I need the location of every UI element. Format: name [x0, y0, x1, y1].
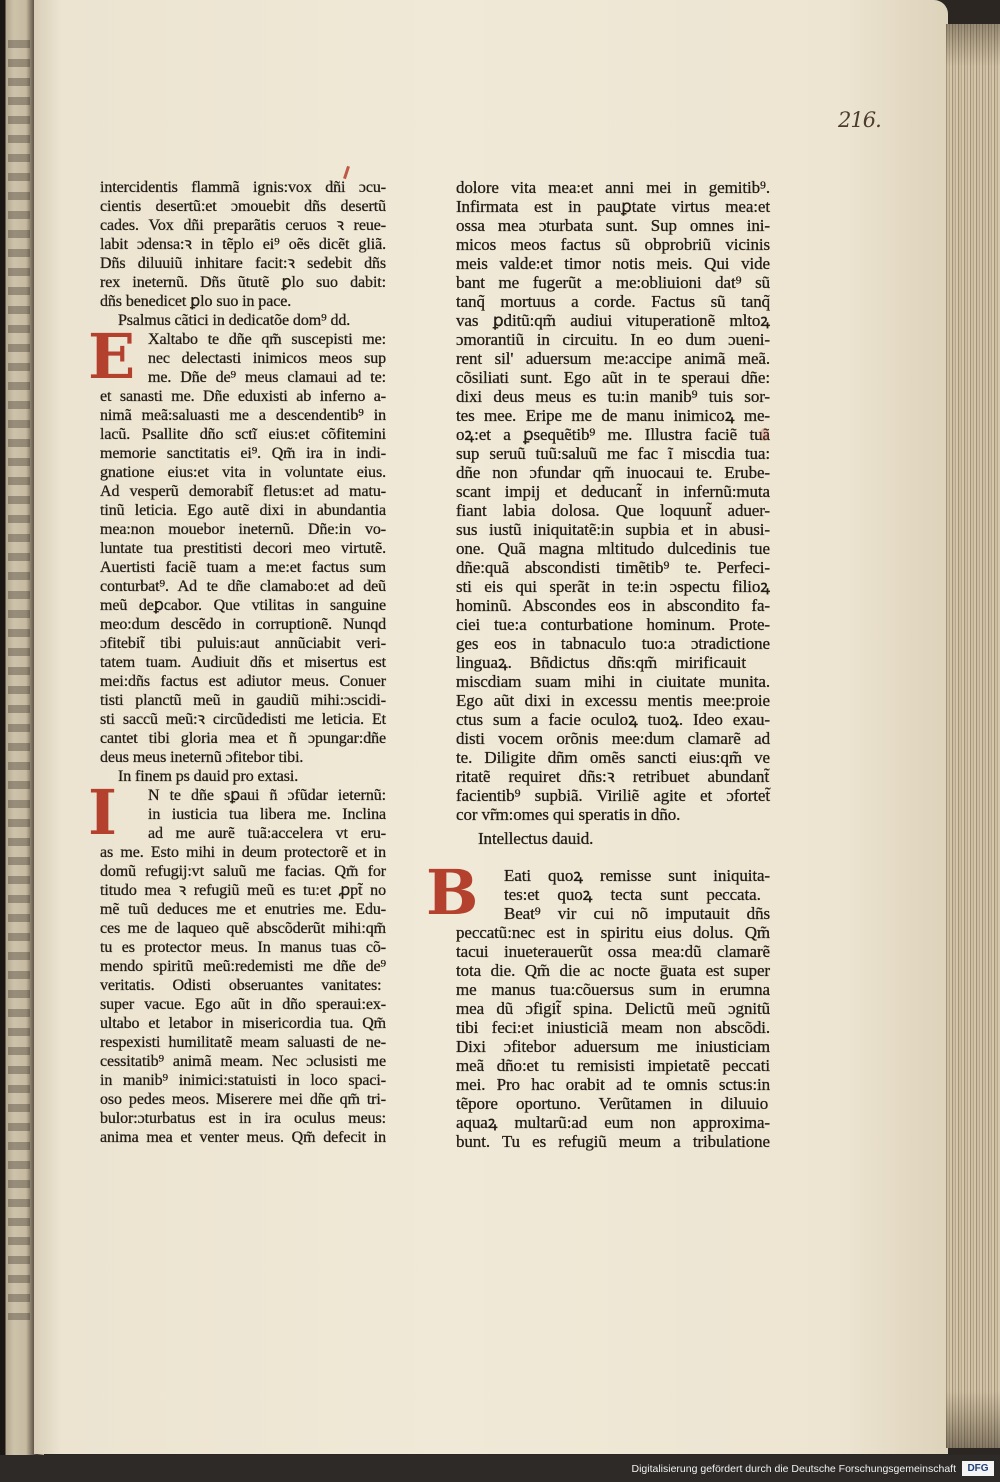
text-line — [100, 824, 386, 843]
text-line — [100, 957, 386, 976]
text-line — [456, 885, 770, 904]
text-line — [100, 406, 386, 425]
psalm-heading-text: In finem ps dauid pro extasi. — [118, 768, 299, 785]
text-line-content: veritatis. Odisti obseruantes vanitates: — [100, 977, 382, 994]
psalm-heading — [456, 829, 770, 848]
text-line-content: hominũ. Abscondes eos in abscondito fa- — [456, 596, 770, 615]
text-line-content: cades. Vox dñi preparãtis ceruos ꝛ reue- — [100, 217, 386, 234]
text-line-content: ciei tue:a conturbatione hominum. Prote- — [456, 615, 770, 634]
text-line — [100, 235, 386, 254]
text-line-content: conturbat⁹. Ad te dñe clamabo:et ad deũ — [100, 578, 386, 595]
text-line-content: aquaꝝ multarũ:ad eum non approxima- — [456, 1113, 770, 1132]
text-line — [100, 520, 386, 539]
text-line-content: tes mee. Eripe me de manu inimicoꝝ me- — [456, 406, 770, 425]
text-line-content: tes:et quoꝝ tecta sunt peccata. — [504, 885, 761, 904]
text-line-content: oꝝ:et a ꝑsequẽtib⁹ me. Illustra faciẽ tuã — [456, 425, 770, 444]
text-line-content: sup seruũ tuũ:saluũ me fac ĩ miscdia tua: — [456, 444, 770, 463]
text-line — [456, 691, 770, 710]
text-line — [456, 961, 770, 980]
text-line — [100, 539, 386, 558]
text-line-content: dñs benedicet ꝑlo suo in pace. — [100, 293, 292, 310]
text-line — [456, 710, 770, 729]
rubricated-initial: E — [88, 320, 136, 393]
text-line-content: mea:non mouebor ineternũ. Dñe:in vo- — [100, 521, 386, 538]
text-line-content: dolore vita mea:et anni mei in gemitib⁹. — [456, 178, 770, 197]
text-line — [100, 387, 386, 406]
text-line — [456, 311, 770, 330]
text-line — [456, 444, 770, 463]
text-line — [456, 923, 770, 942]
text-line-content: gnatione eius:et vita in voluntate eius. — [100, 464, 386, 481]
text-line-content: facientib⁹ supbiã. Viriliẽ agite et ɔfortet̃ — [456, 786, 770, 805]
text-line-content: sti eis qui sperãt in te:in ɔspectu filioꝝ — [456, 577, 770, 596]
text-line-content: vas ꝑditũ:qm̃ audiui vituperationẽ mltoꝝ — [456, 311, 770, 330]
text-line-content: Ad vesperũ demorabit̃ fletus:et ad matu- — [100, 483, 386, 500]
text-line-content: nimã meã:saluasti me a descendentib⁹ in — [100, 407, 386, 424]
text-line-content: ultabo et letabor in misericordia tua. Qm̃ — [100, 1015, 386, 1032]
text-line-content: rex ineternũ. Dñs ũtutẽ ꝑlo suo dabit: — [100, 274, 386, 291]
text-line-content: me manus tua:cõuersus sum in erumna — [456, 980, 770, 999]
text-line-content: mei:dñs factus est adiutor meus. Conuer — [100, 673, 386, 690]
text-line-content: Infirmata est in pauꝑtate virtus mea:et — [456, 197, 770, 216]
text-line — [456, 273, 770, 292]
text-line-content: ad me aurẽ tuã:accelera vt eru- — [148, 825, 386, 842]
text-line — [456, 425, 770, 444]
text-line-content: meo:dum descẽdo in corruptionẽ. Nunqd — [100, 616, 386, 633]
text-line-content: oso pedes meos. Miserere mei dñe qm̃ tri- — [100, 1091, 386, 1108]
text-line — [456, 368, 770, 387]
text-line-content: ces me de laqueo quẽ abscõderũt mihi:qm̃ — [100, 920, 386, 937]
text-line-content: bant me fugerũt a me:obliuioni dat⁹ sũ — [456, 273, 770, 292]
text-line-content: meũ deꝑcabor. Que vtilitas in sanguine — [100, 597, 386, 614]
text-line-content: sti saccũ meũ:ꝛ circũdedisti me leticia. Et — [100, 711, 386, 728]
text-line — [100, 368, 386, 387]
text-line — [100, 615, 386, 634]
folio-number: 216. — [838, 108, 881, 132]
text-line-content: mea dũ ɔfigit̃ spina. Delictũ meũ ɔgnitũ — [456, 999, 770, 1018]
text-line-content: me. Dñe de⁹ meus clamaui ad te: — [148, 369, 386, 386]
text-line-content: in manib⁹ inimici:statuisti in loco spaci- — [100, 1072, 386, 1089]
text-line-content: deus meus ineternũ ɔfitebor tibi. — [100, 749, 304, 766]
text-line — [100, 653, 386, 672]
text-line-content: Auertisti faciẽ tuam a me:et factus sum — [100, 559, 386, 576]
text-line — [456, 216, 770, 235]
text-line-content: meã dño:et tu remisisti impietatẽ peccati — [456, 1056, 770, 1075]
text-line-content: in iusticia tua libera me. Inclina — [148, 806, 386, 823]
text-line-content: labit ɔdensa:ꝛ in tẽplo ei⁹ oẽs dicẽt gliã. — [100, 236, 386, 253]
text-line — [456, 1113, 770, 1132]
text-line — [100, 1014, 386, 1033]
text-line — [100, 672, 386, 691]
text-line — [456, 634, 770, 653]
text-line — [100, 805, 386, 824]
text-line-content: linguaꝝ. Bñdictus dñs:qm̃ mirificauit — [456, 653, 746, 672]
text-line — [456, 805, 770, 824]
text-line — [456, 406, 770, 425]
text-line — [456, 596, 770, 615]
text-line — [456, 729, 770, 748]
text-line — [100, 444, 386, 463]
text-line — [100, 273, 386, 292]
text-line-content: memorie sanctitatis ei⁹. Qm̃ ira in indi- — [100, 445, 386, 462]
text-line-content: tinũ leticia. Ego autẽ dixi in abundantia — [100, 502, 386, 519]
paragraph — [456, 178, 770, 824]
text-line — [100, 729, 386, 748]
text-line-content: bunt. Tu es refugiũ meum a tribulatione — [456, 1132, 770, 1151]
dfg-credit: Digitalisierung gefördert durch die Deutsche Forschungsgemeinschaft — [631, 1463, 956, 1475]
text-line-content: Beat⁹ vir cui nõ imputauit dñs — [504, 904, 770, 923]
text-line-content: anima mea et venter meus. Qm̃ defecit in — [100, 1129, 386, 1146]
text-line — [456, 330, 770, 349]
text-line — [456, 520, 770, 539]
text-line — [456, 767, 770, 786]
text-line — [100, 900, 386, 919]
text-line — [456, 866, 770, 885]
psalm-heading — [100, 767, 386, 786]
text-line-content: peccatũ:nec est in spiritu eius dolus. Qm̃ — [456, 923, 770, 942]
text-line-content: cientis desertũ:et ɔmouebit dñs desertũ — [100, 198, 386, 215]
text-line-content: mendo spiritũ meũ:redemisti me dñe de⁹ — [100, 958, 386, 975]
text-line-content: tacui inueterauerũt ossa mea:dũ clamarẽ — [456, 942, 770, 961]
text-line — [456, 615, 770, 634]
text-line — [456, 1037, 770, 1056]
text-line-content: tisti planctũ meũ in gaudiũ mihi:ɔscidi- — [100, 692, 386, 709]
text-line-content: sus iustũ iniquitatẽ:in supbia et in abusi- — [456, 520, 770, 539]
text-line — [456, 178, 770, 197]
text-line — [456, 999, 770, 1018]
text-line-content: meis valde:et timor notis meis. Qui vide — [456, 254, 770, 273]
text-line-content: one. Quã magna mltitudo dulcedinis tue — [456, 539, 770, 558]
text-line — [456, 235, 770, 254]
psalm-heading-text: Intellectus dauid. — [478, 829, 594, 848]
text-line-content: bulor:ɔturbatus est in ira oculus meus: — [100, 1110, 386, 1127]
text-line — [100, 710, 386, 729]
text-line-content: tatem tuam. Audiuit dñs et misertus est — [100, 654, 386, 671]
text-line — [100, 254, 386, 273]
text-line-content: titudo mea ꝛ refugiũ meũ es tu:et ꝓpt̃ no — [100, 882, 386, 899]
text-line-content: tota die. Qm̃ die ac nocte ḡuata est super — [456, 961, 770, 980]
text-line-content: dixi deus meus es tu:in manib⁹ tuis sor- — [456, 387, 770, 406]
rubricated-initial: I — [88, 776, 118, 849]
text-line — [100, 748, 386, 767]
text-line — [456, 482, 770, 501]
dfg-logo: DFG — [962, 1461, 994, 1476]
paragraph — [426, 856, 770, 1151]
paragraph — [100, 178, 386, 311]
text-line — [100, 349, 386, 368]
text-line-content: respexisti humilitatẽ meam saluasti de ne- — [100, 1034, 386, 1051]
text-line-content: miscdiam suam mihi in ciuitate munita. — [456, 672, 770, 691]
text-line — [100, 843, 386, 862]
text-line-content: dñe:quã abscondisti timẽtib⁹ te. Perfeci- — [456, 558, 770, 577]
text-line — [100, 634, 386, 653]
text-line — [456, 672, 770, 691]
text-line — [100, 881, 386, 900]
right-column — [426, 178, 770, 1151]
text-line-content: as me. Esto mihi in deum protectorẽ et in — [100, 844, 386, 861]
text-line-content: mei. Pro hac orabit ad te omnis sctus:in — [456, 1075, 770, 1094]
text-line — [100, 558, 386, 577]
text-line — [456, 292, 770, 311]
text-line-content: lacũ. Psallite dño sctĩ eius:et cõfitemini — [100, 426, 386, 443]
text-line — [456, 463, 770, 482]
text-line — [100, 919, 386, 938]
text-line-content: Ego aũt dixi in excessu mentis mee:proie — [456, 691, 770, 710]
page-edges — [946, 24, 1000, 1448]
text-line-content: disti vocem orõnis mee:dum clamarẽ ad — [456, 729, 770, 748]
text-line — [100, 501, 386, 520]
text-line-content: micos meos factus sũ obprobriũ vicinis — [456, 235, 770, 254]
text-line — [456, 653, 770, 672]
text-line — [100, 1109, 386, 1128]
text-line — [100, 197, 386, 216]
text-line-content: ctus sum a facie oculoꝝ tuoꝝ. Ideo exau- — [456, 710, 770, 729]
text-line — [100, 938, 386, 957]
text-line-content: Xaltabo te dñe qm̃ suscepisti me: — [148, 331, 386, 348]
text-line-content: super vacue. Ego aũt in dño speraui:ex- — [100, 996, 386, 1013]
text-line — [456, 980, 770, 999]
text-line-content: cantet tibi gloria mea et ñ ɔpungar:dñe — [100, 730, 386, 747]
text-line — [456, 539, 770, 558]
text-line — [456, 1094, 770, 1113]
text-line — [456, 349, 770, 368]
text-line-content: et sanasti me. Dñe eduxisti ab inferno a- — [100, 388, 386, 405]
rubricated-initial: B — [426, 856, 479, 929]
text-line-content: ossa mea ɔturbata sunt. Sup omnes ini- — [456, 216, 770, 235]
text-line — [100, 976, 386, 995]
text-line-content: cessitatib⁹ animã meam. Nec ɔclusisti me — [100, 1053, 386, 1070]
text-line-content: tẽpore oportuno. Verũtamen in diluuio — [456, 1094, 769, 1113]
text-line — [100, 216, 386, 235]
text-line-content: tanq̃ mortuus a corde. Factus sũ tanq̃ — [456, 292, 770, 311]
text-line — [100, 463, 386, 482]
text-line — [100, 596, 386, 615]
text-line — [100, 178, 386, 197]
text-line — [100, 292, 386, 311]
text-line — [456, 942, 770, 961]
footer-bar — [0, 1455, 1000, 1482]
text-line-content: cõsiliati sunt. Ego aũt in te speraui dñe: — [456, 368, 770, 387]
text-line — [100, 482, 386, 501]
text-line — [456, 786, 770, 805]
text-line-content: mẽ tuũ deduces me et enutries me. Edu- — [100, 901, 386, 918]
text-line — [456, 1018, 770, 1037]
text-line — [456, 197, 770, 216]
text-line-content: ges eos in tabnaculo tuo:a ɔtradictione — [456, 634, 770, 653]
text-line-content: Dixi ɔfitebor aduersum me iniusticiam — [456, 1037, 770, 1056]
text-line-content: luntate tua prestitisti decori meo virtutẽ. — [100, 540, 386, 557]
text-line-content: cor vr̃m:omes qui speratis in dño. — [456, 805, 681, 824]
text-line-content: ɔfitebit̃ tibi puluis:aut annũciabit veri- — [100, 635, 386, 652]
text-line-content: N te dñe sꝑaui ñ ɔfũdar ieternũ: — [148, 787, 386, 804]
rubric-mark — [760, 428, 769, 441]
text-line — [456, 1132, 770, 1151]
text-line-content: te. Diligite dñm omẽs sancti eius:qm̃ ve — [456, 748, 770, 767]
psalm-heading — [100, 311, 386, 330]
text-line — [100, 425, 386, 444]
text-line-content: tibi feci:et iniusticiã meam non abscõdi. — [456, 1018, 770, 1037]
text-line-content: Eati quoꝝ remisse sunt iniquita- — [504, 866, 770, 885]
text-line-content: ɔmorantiũ in circuitu. In eo dum ɔueni- — [456, 330, 770, 349]
text-line — [456, 1075, 770, 1094]
text-line-content: rent sil' aduersum me:accipe animã meã. — [456, 349, 770, 368]
text-line — [456, 904, 770, 923]
left-column — [88, 178, 386, 1147]
text-line-content: tu es protector meus. In manus tuas cõ- — [100, 939, 386, 956]
text-line — [456, 558, 770, 577]
text-line-content: ritatẽ requiret dñs:ꝛ retribuet abundant̃ — [456, 767, 770, 786]
text-line — [456, 501, 770, 520]
text-line — [100, 1033, 386, 1052]
text-line — [100, 1128, 386, 1147]
text-line — [100, 786, 386, 805]
psalm-heading-text: Psalmus cãtici in dedicatõe dom⁹ dd. — [118, 312, 351, 329]
text-line-content: domũ refugij:vt saluũ me facias. Qm̃ for — [100, 863, 386, 880]
text-line — [456, 577, 770, 596]
text-line — [456, 254, 770, 273]
text-line-content: scant impij et deducant̃ in infernũ:muta — [456, 482, 770, 501]
text-line-content: intercidentis flammã ignis:vox dñi ɔcu- — [100, 179, 386, 196]
text-line-content: dñe non ɔfundar qm̃ inuocaui te. Erube- — [456, 463, 770, 482]
text-line — [456, 387, 770, 406]
text-line-content: fiant labia dolosa. Que loquunt̃ aduer- — [456, 501, 770, 520]
text-line — [100, 862, 386, 881]
text-line — [100, 691, 386, 710]
text-line-content: nec delectasti inimicos meos sup — [148, 350, 386, 367]
text-line-content: Dñs diluuiũ inhitare facit:ꝛ sedebit dñs — [100, 255, 386, 272]
text-line — [100, 1052, 386, 1071]
text-line — [100, 1090, 386, 1109]
text-line — [100, 577, 386, 596]
text-line — [456, 748, 770, 767]
text-line — [100, 995, 386, 1014]
text-line — [456, 1056, 770, 1075]
text-line — [100, 1071, 386, 1090]
text-line — [100, 330, 386, 349]
facing-page-edge — [8, 40, 30, 1320]
